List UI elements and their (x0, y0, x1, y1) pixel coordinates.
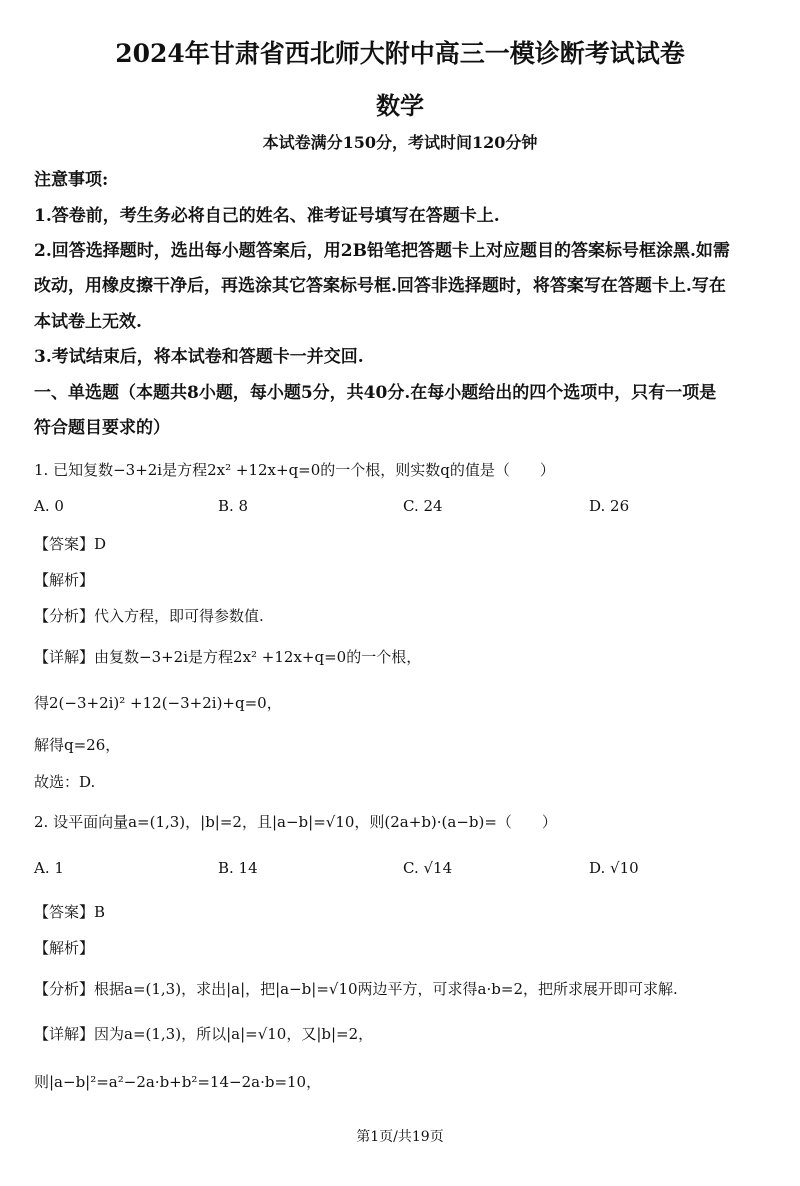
q2-detail: 【详解】因为a=(1,3)，所以|a|=√10，又|b|=2， (34, 1025, 374, 1043)
q2-answer: 【答案】B (34, 903, 106, 921)
subject-title: 数学 (376, 91, 424, 120)
q1-option-a: A. 0 (34, 497, 64, 515)
q2-step-1: 则|a−b|²=a²−2a·b+b²=14−2a·b=10， (34, 1073, 322, 1091)
q2-analysis: 【解析】 (34, 939, 95, 957)
note-2a: 2.回答选择题时，选出每小题答案后，用2B铅笔把答题卡上对应题目的答案标号框涂黑.如需 (34, 241, 730, 261)
note-3: 3.考试结束后，将本试卷和答题卡一并交回. (34, 347, 364, 367)
section-heading-2: 符合题目要求的） (34, 418, 170, 438)
exam-meta: 本试卷满分150分，考试时间120分钟 (262, 133, 538, 152)
q1-answer: 【答案】D (34, 535, 107, 553)
q2-option-c: C. √14 (403, 859, 453, 877)
q1-detail: 【详解】由复数−3+2i是方程2x² +12x+q=0的一个根， (34, 648, 422, 666)
section-heading-1: 一、单选题（本题共8小题，每小题5分，共40分.在每小题给出的四个选项中，只有一项是 (34, 383, 717, 403)
q1-step-2: 解得q=26， (34, 736, 121, 754)
note-2b: 改动，用橡皮擦干净后，再选涂其它答案标号框.回答非选择题时，将答案写在答题卡上.写在 (34, 276, 726, 296)
q1-step-3: 故选：D. (34, 773, 96, 791)
q1-analysis: 【解析】 (34, 571, 95, 589)
q2-option-b: B. 14 (218, 859, 258, 877)
page-title: 2024年甘肃省西北师大附中高三一模诊断考试试卷 (115, 39, 685, 68)
q2-option-d: D. √10 (589, 859, 639, 877)
q1-stem: 1. 已知复数−3+2i是方程2x² +12x+q=0的一个根，则实数q的值是（ ） (34, 461, 555, 479)
note-1: 1.答卷前，考生务必将自己的姓名、准考证号填写在答题卡上. (34, 206, 500, 226)
q2-stem: 2. 设平面向量a=(1,3)，|b|=2，且|a−b|=√10，则(2a+b)·(a−b)=（ ） (34, 813, 557, 831)
q1-step-1: 得2(−3+2i)² +12(−3+2i)+q=0， (34, 694, 282, 712)
q1-option-b: B. 8 (218, 497, 249, 515)
note-2c: 本试卷上无效. (34, 312, 142, 332)
q1-option-c: C. 24 (403, 497, 443, 515)
q2-option-a: A. 1 (34, 859, 64, 877)
q1-option-d: D. 26 (589, 497, 630, 515)
page-footer: 第1页/共19页 (356, 1129, 444, 1145)
q2-fenxi: 【分析】根据a=(1,3)，求出|a|，把|a−b|=√10两边平方，可求得a·b=2，把所求展开即可求解. (34, 980, 678, 998)
q1-fenxi: 【分析】代入方程，即可得参数值. (34, 607, 264, 625)
notes-heading: 注意事项: (34, 170, 109, 190)
